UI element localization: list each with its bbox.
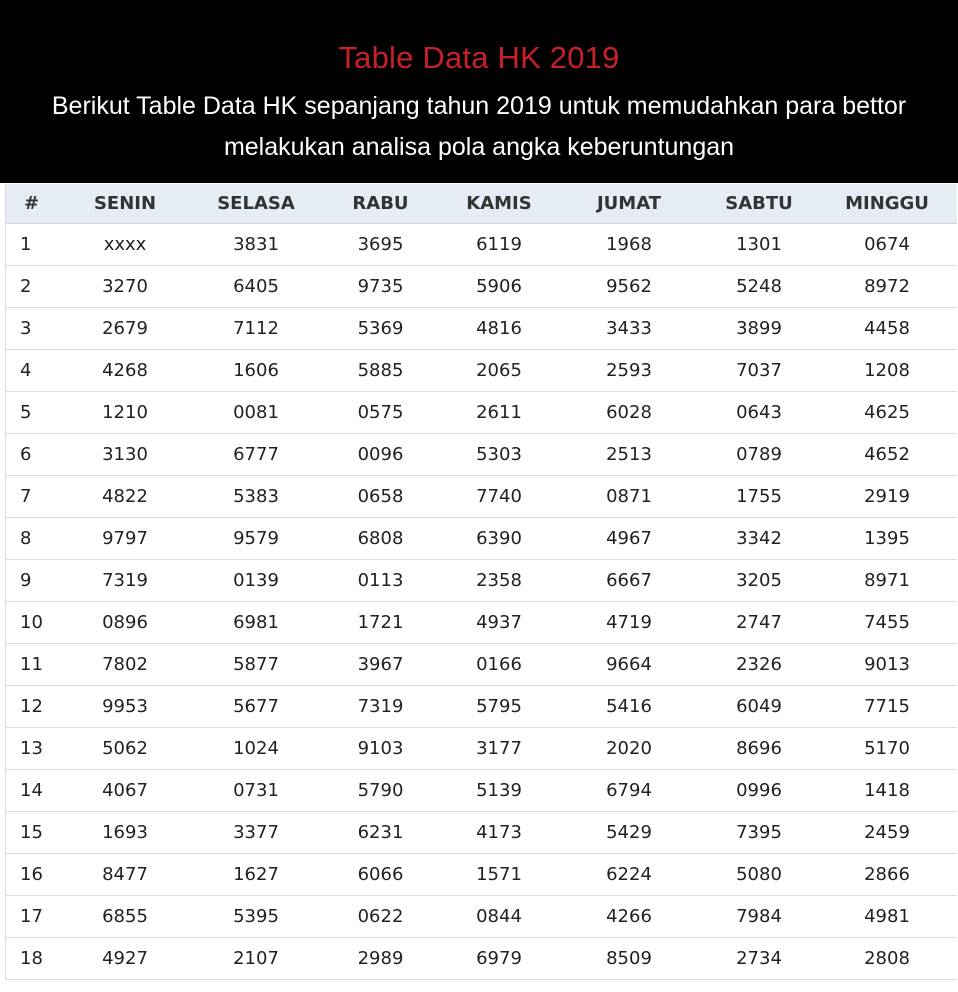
table-header-row bbox=[6, 184, 957, 223]
row-number-cell: 2 bbox=[6, 265, 58, 307]
table-cell: 5416 bbox=[557, 685, 701, 727]
table-row bbox=[6, 307, 957, 349]
table-row bbox=[6, 559, 957, 601]
table-cell: 4173 bbox=[441, 811, 557, 853]
row-number-cell: 17 bbox=[6, 895, 58, 937]
page-subtitle: Berikut Table Data HK sepanjang tahun 2019 untuk memudahkan para bettor melakukan analisa pola angka keberuntungan bbox=[51, 92, 907, 161]
table-cell: 6981 bbox=[192, 601, 320, 643]
table-cell: 2358 bbox=[441, 559, 557, 601]
table-cell: 4719 bbox=[557, 601, 701, 643]
row-number-cell: 5 bbox=[6, 391, 58, 433]
table-cell: 5369 bbox=[320, 307, 441, 349]
table-cell: 5877 bbox=[192, 643, 320, 685]
table-cell: 3899 bbox=[701, 307, 817, 349]
table-cell: 7319 bbox=[320, 685, 441, 727]
table-cell: 7112 bbox=[192, 307, 320, 349]
table-cell: 4937 bbox=[441, 601, 557, 643]
table-cell: 3130 bbox=[58, 433, 192, 475]
table-cell: 9735 bbox=[320, 265, 441, 307]
column-header-jumat: JUMAT bbox=[557, 184, 701, 223]
table-row bbox=[6, 685, 957, 727]
table-row bbox=[6, 475, 957, 517]
table-cell: 6049 bbox=[701, 685, 817, 727]
table-cell: 6405 bbox=[192, 265, 320, 307]
table-cell: 6979 bbox=[441, 937, 557, 979]
table-cell: 0996 bbox=[701, 769, 817, 811]
table-cell: 6855 bbox=[58, 895, 192, 937]
table-cell: 5429 bbox=[557, 811, 701, 853]
table-cell: 1606 bbox=[192, 349, 320, 391]
table-cell: 6808 bbox=[320, 517, 441, 559]
column-header-sabtu: SABTU bbox=[701, 184, 817, 223]
table-cell: 5395 bbox=[192, 895, 320, 937]
table-cell: 6119 bbox=[441, 223, 557, 265]
table-cell: 3342 bbox=[701, 517, 817, 559]
table-cell: xxxx bbox=[58, 223, 192, 265]
table-cell: 0871 bbox=[557, 475, 701, 517]
table-cell: 6231 bbox=[320, 811, 441, 853]
table-row bbox=[6, 727, 957, 769]
table-cell: 2107 bbox=[192, 937, 320, 979]
table-cell: 4927 bbox=[58, 937, 192, 979]
table-cell: 8972 bbox=[817, 265, 957, 307]
table-cell: 1571 bbox=[441, 853, 557, 895]
column-header-rabu: RABU bbox=[320, 184, 441, 223]
row-number-cell: 18 bbox=[6, 937, 58, 979]
table-cell: 6028 bbox=[557, 391, 701, 433]
table-cell: 1755 bbox=[701, 475, 817, 517]
table-cell: 9664 bbox=[557, 643, 701, 685]
table-cell: 4981 bbox=[817, 895, 957, 937]
column-header-number: # bbox=[6, 184, 58, 223]
column-header-senin: SENIN bbox=[58, 184, 192, 223]
table-cell: 8509 bbox=[557, 937, 701, 979]
table-cell: 6667 bbox=[557, 559, 701, 601]
table-row bbox=[6, 433, 957, 475]
table-row bbox=[6, 601, 957, 643]
table-cell: 4816 bbox=[441, 307, 557, 349]
table-cell: 0139 bbox=[192, 559, 320, 601]
table-cell: 7715 bbox=[817, 685, 957, 727]
table-cell: 2326 bbox=[701, 643, 817, 685]
table-cell: 2020 bbox=[557, 727, 701, 769]
table-row bbox=[6, 895, 957, 937]
table-cell: 2679 bbox=[58, 307, 192, 349]
table-cell: 8477 bbox=[58, 853, 192, 895]
table-cell: 3177 bbox=[441, 727, 557, 769]
table-cell: 5080 bbox=[701, 853, 817, 895]
table-cell: 0166 bbox=[441, 643, 557, 685]
table-cell: 1721 bbox=[320, 601, 441, 643]
table-cell: 3377 bbox=[192, 811, 320, 853]
table-cell: 4652 bbox=[817, 433, 957, 475]
table-row bbox=[6, 391, 957, 433]
table-cell: 0096 bbox=[320, 433, 441, 475]
table-cell: 0844 bbox=[441, 895, 557, 937]
table-cell: 1210 bbox=[58, 391, 192, 433]
table-cell: 7455 bbox=[817, 601, 957, 643]
table-cell: 4268 bbox=[58, 349, 192, 391]
table-cell: 2747 bbox=[701, 601, 817, 643]
column-header-kamis: KAMIS bbox=[441, 184, 557, 223]
table-cell: 5383 bbox=[192, 475, 320, 517]
table-cell: 9562 bbox=[557, 265, 701, 307]
table-cell: 5790 bbox=[320, 769, 441, 811]
table-cell: 7395 bbox=[701, 811, 817, 853]
table-body bbox=[6, 223, 957, 979]
table-row bbox=[6, 769, 957, 811]
table-cell: 1395 bbox=[817, 517, 957, 559]
table-cell: 4458 bbox=[817, 307, 957, 349]
row-number-cell: 3 bbox=[6, 307, 58, 349]
table-cell: 0674 bbox=[817, 223, 957, 265]
row-number-cell: 12 bbox=[6, 685, 58, 727]
table-cell: 5248 bbox=[701, 265, 817, 307]
table-cell: 3831 bbox=[192, 223, 320, 265]
table-cell: 4266 bbox=[557, 895, 701, 937]
table-cell: 1693 bbox=[58, 811, 192, 853]
table-cell: 3695 bbox=[320, 223, 441, 265]
table-cell: 1024 bbox=[192, 727, 320, 769]
table-cell: 3205 bbox=[701, 559, 817, 601]
table-cell: 6390 bbox=[441, 517, 557, 559]
table-cell: 9953 bbox=[58, 685, 192, 727]
table-cell: 9013 bbox=[817, 643, 957, 685]
table-cell: 2808 bbox=[817, 937, 957, 979]
table-cell: 0658 bbox=[320, 475, 441, 517]
table-cell: 4822 bbox=[58, 475, 192, 517]
row-number-cell: 10 bbox=[6, 601, 58, 643]
table-cell: 1418 bbox=[817, 769, 957, 811]
table-cell: 0113 bbox=[320, 559, 441, 601]
table-cell: 9579 bbox=[192, 517, 320, 559]
table-cell: 8696 bbox=[701, 727, 817, 769]
table-cell: 5062 bbox=[58, 727, 192, 769]
row-number-cell: 6 bbox=[6, 433, 58, 475]
table-cell: 5139 bbox=[441, 769, 557, 811]
table-cell: 2919 bbox=[817, 475, 957, 517]
table-cell: 7037 bbox=[701, 349, 817, 391]
table-cell: 1208 bbox=[817, 349, 957, 391]
table-cell: 6224 bbox=[557, 853, 701, 895]
table-row bbox=[6, 811, 957, 853]
row-number-cell: 13 bbox=[6, 727, 58, 769]
table-cell: 0622 bbox=[320, 895, 441, 937]
table-cell: 8971 bbox=[817, 559, 957, 601]
table-cell: 7319 bbox=[58, 559, 192, 601]
table-cell: 6794 bbox=[557, 769, 701, 811]
table-cell: 0081 bbox=[192, 391, 320, 433]
table-cell: 9797 bbox=[58, 517, 192, 559]
table-row bbox=[6, 349, 957, 391]
row-number-cell: 14 bbox=[6, 769, 58, 811]
row-number-cell: 7 bbox=[6, 475, 58, 517]
table-cell: 3967 bbox=[320, 643, 441, 685]
banner-header bbox=[0, 0, 958, 183]
table-cell: 7984 bbox=[701, 895, 817, 937]
table-cell: 0575 bbox=[320, 391, 441, 433]
table-cell: 1627 bbox=[192, 853, 320, 895]
row-number-cell: 16 bbox=[6, 853, 58, 895]
table-cell: 7740 bbox=[441, 475, 557, 517]
table-cell: 5677 bbox=[192, 685, 320, 727]
table-cell: 3433 bbox=[557, 307, 701, 349]
table-cell: 3270 bbox=[58, 265, 192, 307]
row-number-cell: 11 bbox=[6, 643, 58, 685]
table-cell: 2593 bbox=[557, 349, 701, 391]
table-cell: 0789 bbox=[701, 433, 817, 475]
table-cell: 2459 bbox=[817, 811, 957, 853]
row-number-cell: 15 bbox=[6, 811, 58, 853]
table-cell: 2513 bbox=[557, 433, 701, 475]
table-cell: 2611 bbox=[441, 391, 557, 433]
column-header-minggu: MINGGU bbox=[817, 184, 957, 223]
table-cell: 7802 bbox=[58, 643, 192, 685]
table-row bbox=[6, 937, 957, 979]
table-cell: 2989 bbox=[320, 937, 441, 979]
table-row bbox=[6, 517, 957, 559]
table-row bbox=[6, 853, 957, 895]
table-cell: 2866 bbox=[817, 853, 957, 895]
table-cell: 4625 bbox=[817, 391, 957, 433]
table-cell: 2734 bbox=[701, 937, 817, 979]
table-cell: 4067 bbox=[58, 769, 192, 811]
row-number-cell: 4 bbox=[6, 349, 58, 391]
table-cell: 6777 bbox=[192, 433, 320, 475]
table-cell: 2065 bbox=[441, 349, 557, 391]
table-cell: 4967 bbox=[557, 517, 701, 559]
table-cell: 5885 bbox=[320, 349, 441, 391]
row-number-cell: 1 bbox=[6, 223, 58, 265]
row-number-cell: 9 bbox=[6, 559, 58, 601]
row-number-cell: 8 bbox=[6, 517, 58, 559]
table-cell: 0896 bbox=[58, 601, 192, 643]
data-table bbox=[6, 184, 957, 980]
data-table-container bbox=[5, 184, 957, 980]
table-cell: 5303 bbox=[441, 433, 557, 475]
table-cell: 5906 bbox=[441, 265, 557, 307]
table-cell: 0731 bbox=[192, 769, 320, 811]
table-cell: 1301 bbox=[701, 223, 817, 265]
table-cell: 0643 bbox=[701, 391, 817, 433]
table-cell: 1968 bbox=[557, 223, 701, 265]
column-header-selasa: SELASA bbox=[192, 184, 320, 223]
table-row bbox=[6, 223, 957, 265]
table-cell: 5795 bbox=[441, 685, 557, 727]
page-title: Table Data HK 2019 bbox=[338, 40, 620, 75]
table-row bbox=[6, 643, 957, 685]
table-cell: 9103 bbox=[320, 727, 441, 769]
table-cell: 6066 bbox=[320, 853, 441, 895]
table-row bbox=[6, 265, 957, 307]
table-cell: 5170 bbox=[817, 727, 957, 769]
